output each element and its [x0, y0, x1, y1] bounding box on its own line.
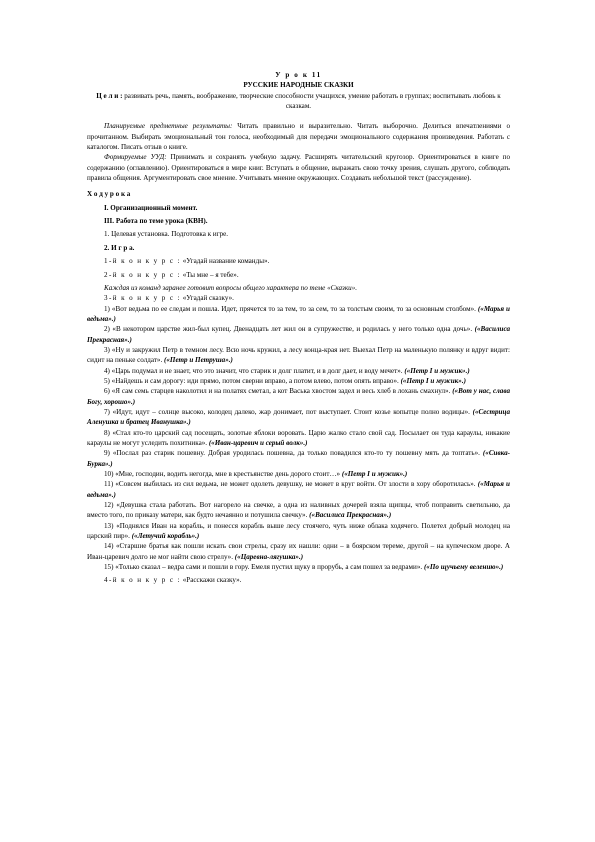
lesson-goals [87, 91, 510, 112]
riddle-item [87, 324, 510, 345]
riddle-text: 8) «Стал кто-то царский сад посещать, золотые яблоки воровать. Царю жалко стало свой сад. Посылает он туда караулы, никакие караулы не могут уследить похитника». [87, 428, 510, 447]
riddle-text: 15) «Только сказал – ведра сами и пошли в гору. Емеля пустил щуку в прорубь, а сам пошел за ведрами». [104, 563, 423, 572]
uud-paragraph [87, 152, 510, 183]
contest-1 [87, 256, 510, 266]
riddle-item [87, 376, 510, 386]
riddle-answer: («Иван-царевич и серый волк».) [207, 439, 308, 447]
goals-text: развивать речь, память, воображение, творческие способности учащихся, умение работать в группах; воспитывать любовь к сказкам. [122, 91, 501, 111]
riddle-text: 10) «Мне, господин, водить негогда, мне в крестьянстве день дорого стоит…» [104, 470, 341, 479]
contest-note: Каждая из команд заранее готовит вопросы общего характера по теме «Сказки». [104, 283, 358, 292]
riddle-item [87, 345, 510, 366]
riddle-item [87, 479, 510, 500]
riddle-text: 5) «Найдешь и сам дорогу: иди прямо, потом сверни вправо, а потом влево, потом опять вправо». [104, 376, 399, 385]
riddle-text: 4) «Царь подумал и не знает, что это значит, что старик и долг платит, и в долг дает, и воду мечет». [104, 366, 403, 375]
lesson-content [87, 70, 510, 586]
stage-target: 1. Целевая установка. Подготовка к игре. [104, 230, 229, 239]
riddle-answer: («Петр I и мужик».) [340, 470, 408, 479]
riddle-text: 11) «Совсем выбилась из сил ведьма, не может одолеть девушку, не может в круг войти. От злости в хору оборотилась». [104, 480, 476, 489]
riddle-item [87, 521, 510, 542]
riddle-item [87, 541, 510, 562]
riddle-item [87, 562, 510, 572]
contest-3 [87, 293, 510, 303]
riddle-item [87, 448, 510, 469]
riddle-item [87, 304, 510, 325]
contest-2-text: «Ты мне – я тебе». [180, 270, 239, 279]
riddle-text: 6) «Я сам семь старцев наколотил и на полатях сметал, а кот Васька хвостом задел и весь хлеб в лохань смахнул». [104, 387, 451, 396]
goals-label: Ц е л и : [96, 91, 123, 100]
riddle-answer: («Василиса Прекрасная».) [87, 325, 511, 344]
riddle-text: 13) «Поднялся Иван на корабль, и понесся корабль выше лесу стоячего, чуть ниже облака ходячего. Полетел добрый молодец на царский пир». [87, 521, 510, 541]
contest-4-text: «Расскажи сказку». [180, 576, 242, 585]
riddle-item [87, 386, 510, 407]
riddle-answer: («Петр I и мужик».) [398, 376, 466, 385]
riddle-item [87, 428, 510, 449]
riddle-text: 3) «Ну и закружил Петр в темном лесу. Всю ночь кружил, а лесу конца-края нет. Выехал Петр на маленькую полянку и вдруг видит: сидит на пеньке солдат». [87, 345, 510, 365]
course-heading: Х о д у р о к а [87, 190, 131, 199]
riddle-text: 9) «Послал раз старик пошевну. Добрая уродилась пошевна, да только повадился кто-то ту пошевну мять да топтать». [104, 449, 480, 458]
riddle-answer: («Марья и ведьма».) [87, 304, 510, 323]
riddle-answer: («Царевна-лягушка».) [233, 552, 304, 561]
riddle-item [87, 366, 510, 376]
contest-2-label: 2-й к о н к у р с : [104, 270, 181, 279]
riddle-answer: («Сестрица Аленушка и братец Иванушка».) [87, 407, 510, 427]
contest-1-text: «Угадай название команды». [180, 257, 270, 266]
riddle-answer: («Марья и ведьма».) [87, 480, 510, 499]
riddle-answer: («Вот у нас, слава Богу, хорошо».) [87, 387, 511, 406]
contest-4 [87, 575, 510, 585]
planned-results [87, 121, 510, 152]
spacer [87, 111, 510, 121]
stage-work: III. Работа по теме урока (КВН). [104, 217, 208, 226]
riddle-answer: («По щучьему велению».) [422, 563, 504, 572]
lesson-topic: РУССКИЕ НАРОДНЫЕ СКАЗКИ [243, 81, 354, 90]
uud-text: Принимать и сохранять учебную задачу. Расширять читательский кругозор. Ориентироваться в книге по содержанию (оглавлению). Ориентироваться в мире книг. Вступать в общение, выражать свою точку зрения, слушать другого, соблюдать правила общения. Аргументировать свое мнение. Учитывать мнение окружающих. Создавать небольшой текст (рассуждение). [87, 153, 510, 183]
contest-2 [87, 270, 510, 280]
contest-3-text: «Угадай сказку». [180, 294, 234, 303]
riddle-answer: («Петр I и мужик».) [402, 366, 470, 375]
riddle-text: 14) «Старшие братья как пошли искать свои стрелы, сразу их нашли: одни – в боярском тереме, другой – на купеческом дворе. А Иван-царевич долго не мог найти свою стрелу». [87, 542, 510, 561]
riddle-text: 7) «Идут, идут – солнце высоко, колодец далеко, жар донимает, пот выступает. Стоит козье копытце полно водицы». [104, 407, 470, 416]
riddle-item [87, 500, 510, 521]
lesson-number: У р о к 11 [275, 71, 322, 79]
planned-results-text: Читать правильно и выразительно. Читать выборочно. Делиться впечатлениями о прочитанном. Выбирать эмоциональный тон голоса, необходимый для передачи эмоционального содержания произведения. Работать с каталогом. Писать отзыв о книге. [87, 122, 510, 152]
uud-label: Формируемые УУД: [104, 153, 167, 162]
stage-org: I. Организационный момент. [104, 203, 198, 212]
riddle-item [87, 469, 510, 479]
riddle-text: 2) «В некотором царстве жил-был купец. Двенадцать лет жил он в супружестве, и родилась у него только одна дочь». [104, 325, 473, 334]
riddle-answer: («Сивка-Бурка».) [87, 449, 510, 468]
planned-results-label: Планируемые предметные результаты: [104, 122, 233, 131]
contest-3-label: 3-й к о н к у р с : [104, 294, 181, 303]
riddle-answer: («Петр и Петруша».) [162, 356, 233, 365]
riddle-text: 12) «Девушка стала работать. Вот нагорело на свечке, а одна из наливных дочерей взяла щипцы, чтоб поправить светильню, да вместо того, по приказу матери, как будто нечаянно и потушила свечку». [87, 501, 510, 520]
riddle-item [87, 407, 510, 428]
contest-1-label: 1-й к о н к у р с : [104, 257, 181, 266]
stage-game: 2. И г р а. [104, 243, 135, 252]
riddle-answer: («Летучий корабль».) [129, 532, 200, 541]
contest-4-label: 4-й к о н к у р с : [104, 576, 181, 585]
riddle-text: 1) «Вот ведьма по ее следам и пошла. Идет, прячется то за тем, то за сем, то за толстым своим, то за основным столбом». [104, 304, 476, 313]
riddle-answer: («Василиса Прекрасная».) [307, 511, 392, 520]
